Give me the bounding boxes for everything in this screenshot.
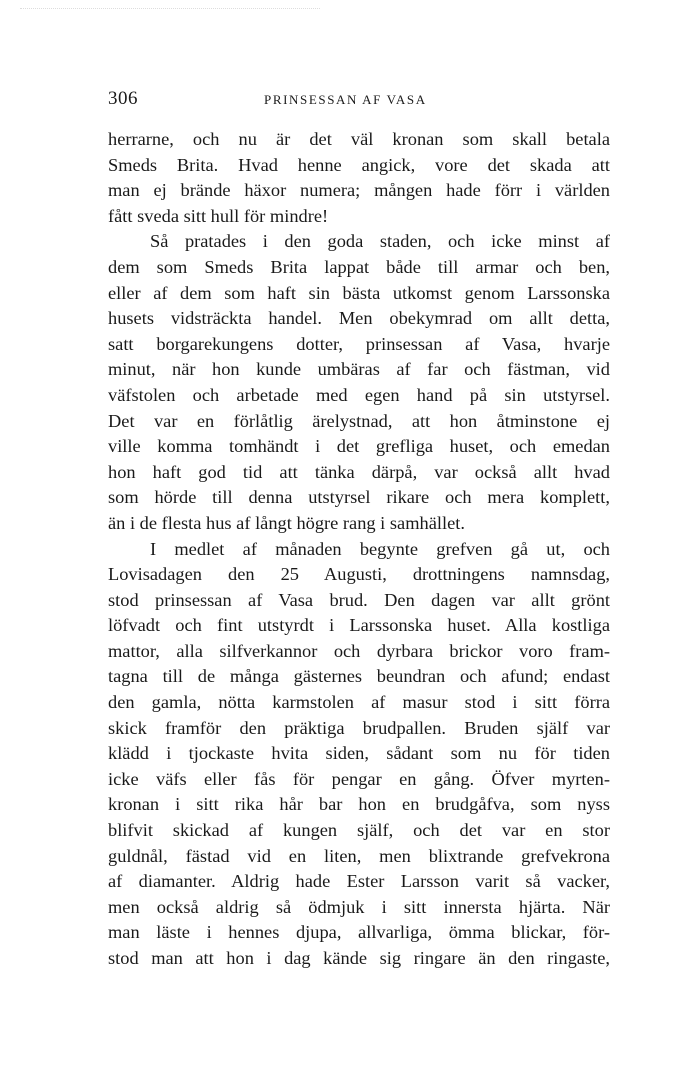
text-line: man läste i hennes djupa, allvarliga, ömma blickar, för-	[108, 922, 610, 943]
text-line: Det var en förlåtlig ärelystnad, att hon åtminstone ej	[108, 410, 610, 431]
text-line: satt borgarekungens dotter, prinsessan af Vasa, hvarje	[108, 333, 610, 354]
running-head: PRINSESSAN AF VASA	[264, 92, 427, 107]
text-line: som hörde till denna utstyrsel rikare och mera komplett,	[108, 487, 610, 508]
text-line: minut, när hon kunde umbäras af far och fästman, vid	[108, 359, 610, 380]
text-line: men också aldrig så ödmjuk i sitt innersta hjärta. När	[108, 896, 610, 917]
text-line: man ej brände häxor numera; mången hade förr i världen	[108, 180, 610, 201]
text-line: af diamanter. Aldrig hade Ester Larsson varit så vacker,	[108, 871, 610, 892]
text-line: fått sveda sitt hull för mindre!	[108, 205, 329, 226]
text-line: klädd i tjockaste hvita siden, sådant som nu för tiden	[108, 743, 610, 764]
text-line: ville komma tomhändt i det grefliga huset, och emedan	[108, 436, 610, 457]
text-line: tagna till de många gästernes beundran och afund; endast	[108, 666, 610, 687]
text-line: hon haft god tid att tänka därpå, var också allt hvad	[108, 461, 610, 482]
text-line: icke väfs eller fås för pengar en gång. Öfver myrten-	[108, 768, 610, 789]
text-line: kronan i sitt rika hår bar hon en brudgåfva, som nyss	[108, 794, 610, 815]
text-line: löfvadt och fint utstyrdt i Larssonska huset. Alla kostliga	[108, 615, 610, 636]
text-line: guldnål, fästad vid en liten, men blixtrande grefvekrona	[108, 845, 610, 866]
text-line: dem som Smeds Brita lappat både till armar och ben,	[108, 256, 610, 277]
text-line: eller af dem som haft sin bästa utkomst genom Larssonska	[108, 282, 610, 303]
body-text	[108, 127, 610, 972]
text-line: herrarne, och nu är det väl kronan som skall betala	[108, 129, 610, 149]
text-line: Smeds Brita. Hvad henne angick, vore det skada att	[108, 154, 610, 175]
scan-artifact	[20, 8, 320, 11]
text-line: skick framför den präktiga brudpallen. Bruden själf var	[108, 717, 610, 738]
text-line: den gamla, nötta karmstolen af masur stod i sitt förra	[108, 692, 610, 713]
text-line: stod man att hon i dag kände sig ringare än den ringaste,	[108, 948, 610, 968]
text-line: husets vidsträckta handel. Men obekymrad om allt detta,	[108, 308, 610, 329]
text-line: Så pratades i den goda staden, och icke minst af	[150, 231, 610, 252]
text-line: Lovisadagen den 25 Augusti, drottningens namnsdag,	[108, 564, 610, 585]
text-line: I medlet af månaden begynte grefven gå ut, och	[150, 538, 610, 559]
text-line: stod prinsessan af Vasa brud. Den dagen var allt grönt	[108, 589, 610, 610]
text-line: väfstolen och arbetade med egen hand på sin utstyrsel.	[108, 384, 610, 405]
page-header	[108, 88, 610, 114]
text-line: blifvit skickad af kungen själf, och det var en stor	[108, 820, 610, 841]
text-line: mattor, alla silfverkannor och dyrbara brickor voro fram-	[108, 640, 610, 661]
text-line: än i de flesta hus af långt högre rang i samhället.	[108, 512, 465, 533]
page-number: 306	[108, 88, 138, 109]
